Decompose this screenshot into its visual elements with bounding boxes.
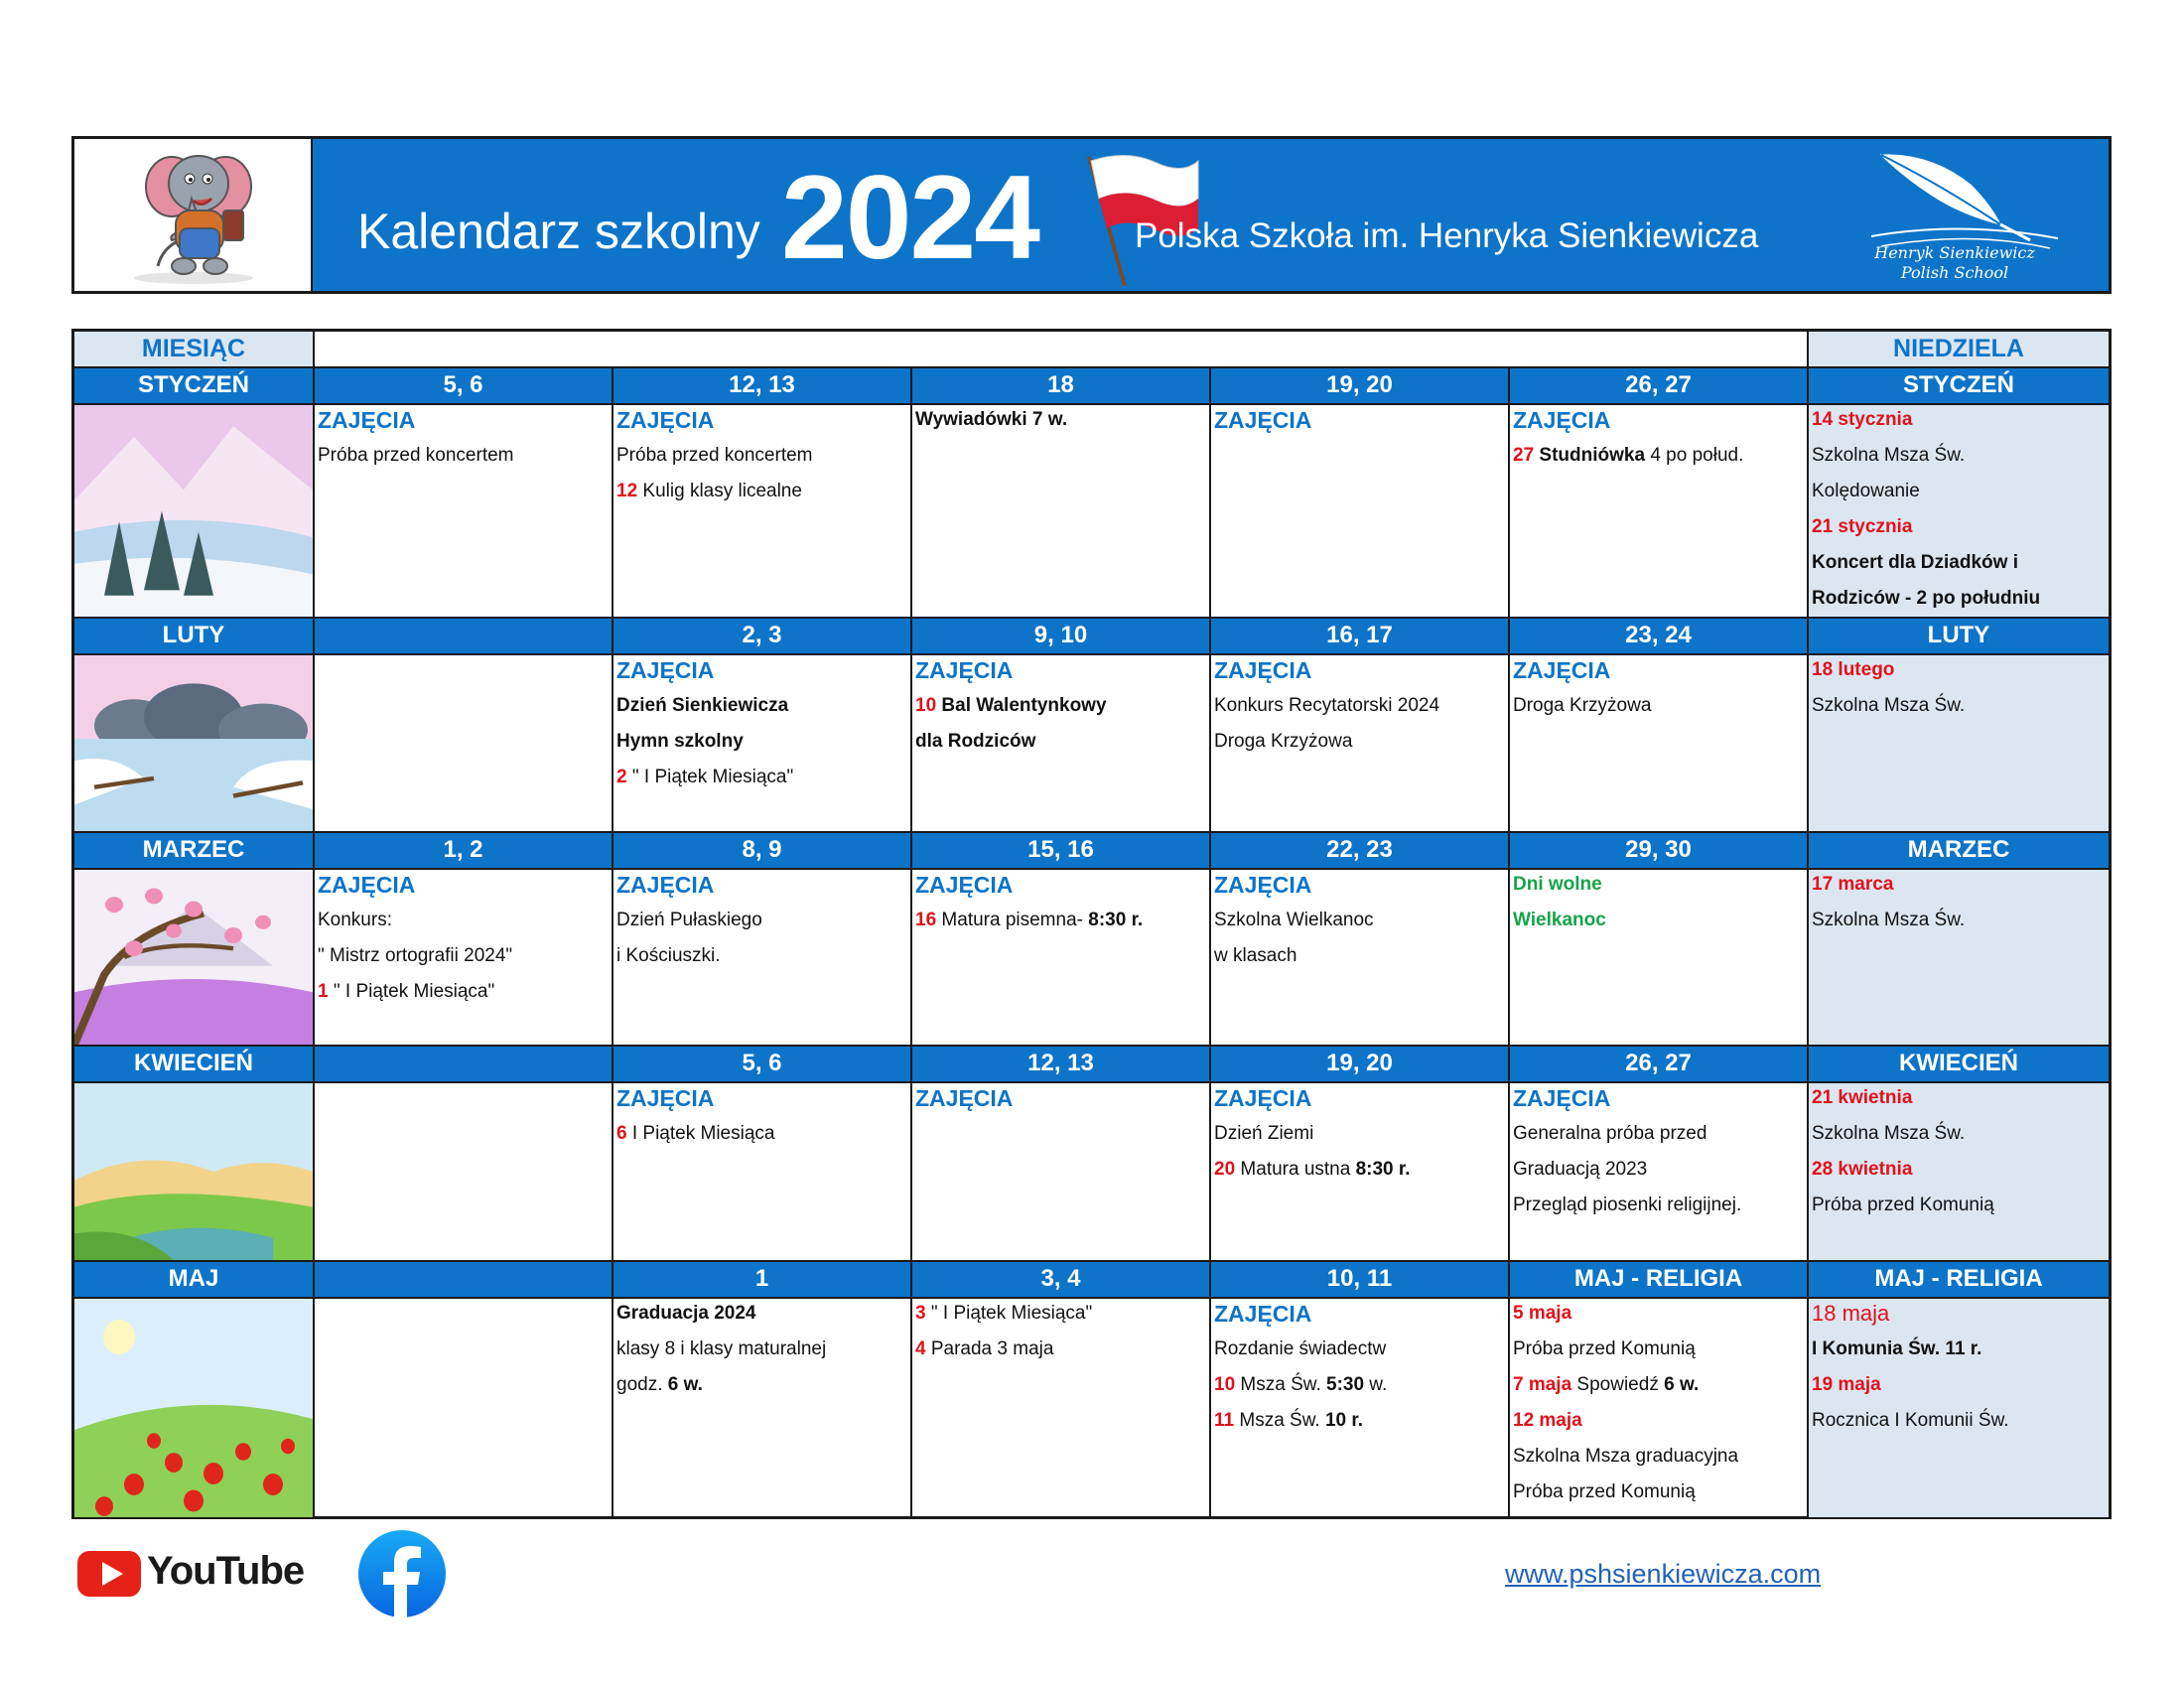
event-text: Próba przed Komunią bbox=[1812, 1195, 1994, 1215]
day-cell bbox=[315, 1083, 614, 1262]
event-time: 10 r. bbox=[1324, 1410, 1363, 1431]
event-text: i Kościuszki. bbox=[616, 945, 721, 966]
elephant-icon bbox=[74, 139, 313, 291]
event-text: Rozdanie świadectw bbox=[1214, 1338, 1387, 1359]
event-entry bbox=[1812, 1122, 2107, 1146]
event-text: Bal Walentynkowy bbox=[936, 695, 1107, 716]
event-entry bbox=[616, 480, 908, 503]
week-dates: 18 bbox=[912, 368, 1211, 405]
event-entry bbox=[1513, 1445, 1805, 1469]
event-entry bbox=[616, 944, 908, 968]
week-dates: 12, 13 bbox=[912, 1047, 1211, 1083]
classes-label bbox=[1214, 658, 1506, 682]
week-dates: 5, 6 bbox=[614, 1047, 912, 1083]
event-entry bbox=[1812, 551, 2107, 575]
event-text: ZAJĘCIA bbox=[318, 872, 416, 898]
month-column-header: MIESIĄC bbox=[74, 332, 315, 368]
sunday-cell bbox=[1809, 1299, 2109, 1519]
week-dates: 3, 4 bbox=[912, 1262, 1211, 1299]
event-entry bbox=[1513, 1373, 1805, 1397]
day-cell bbox=[315, 870, 614, 1047]
classes-label bbox=[915, 1086, 1207, 1110]
event-text: Przegląd piosenki religijnej. bbox=[1513, 1195, 1742, 1215]
week-dates: 10, 11 bbox=[1211, 1262, 1510, 1299]
month-illustration bbox=[74, 1083, 315, 1262]
event-text: Rocznica I Komunii Św. bbox=[1812, 1410, 2009, 1431]
event-text: Studniówka bbox=[1534, 445, 1646, 466]
sunday-month-name: MAJ - RELIGIA bbox=[1809, 1262, 2109, 1299]
week-dates: 19, 20 bbox=[1211, 1047, 1510, 1083]
event-entry bbox=[915, 1302, 1207, 1326]
event-entry bbox=[1513, 444, 1805, 468]
sunday-month-name: STYCZEŃ bbox=[1809, 368, 2109, 405]
day-cell bbox=[912, 405, 1211, 619]
event-entry bbox=[1812, 873, 2107, 897]
event-text: Spowiedź bbox=[1571, 1374, 1665, 1395]
week-dates: 2, 3 bbox=[614, 619, 912, 655]
classes-label bbox=[1214, 1086, 1506, 1110]
classes-label bbox=[915, 873, 1207, 897]
event-entry bbox=[1812, 408, 2107, 432]
event-detail: 4 po połud. bbox=[1645, 445, 1744, 466]
day-cell bbox=[912, 1299, 1211, 1519]
month-illustration bbox=[74, 655, 315, 833]
event-entry bbox=[318, 944, 610, 968]
event-entry bbox=[318, 909, 610, 932]
poppy-field-icon bbox=[74, 1299, 313, 1517]
calendar-year: 2024 bbox=[781, 151, 1038, 284]
month-name: KWIECIEŃ bbox=[74, 1047, 315, 1083]
classes-label bbox=[1214, 1302, 1506, 1326]
event-text: ZAJĘCIA bbox=[1513, 407, 1611, 433]
event-text: Hymn szkolny bbox=[616, 731, 744, 752]
day-cell bbox=[1510, 405, 1809, 619]
event-entry bbox=[1513, 873, 1805, 897]
event-entry bbox=[616, 1337, 908, 1361]
day-cell bbox=[912, 655, 1211, 833]
month-name: STYCZEŃ bbox=[74, 368, 315, 405]
month-name: LUTY bbox=[74, 619, 315, 655]
day-cell bbox=[315, 405, 614, 619]
event-date: 10 bbox=[1214, 1374, 1236, 1395]
event-entry bbox=[1214, 730, 1506, 754]
classes-label bbox=[1513, 658, 1805, 682]
event-text: " I Piątek Miesiąca" bbox=[626, 767, 794, 787]
event-text: Msza Św. bbox=[1234, 1410, 1325, 1431]
classes-label bbox=[1214, 408, 1506, 432]
week-dates bbox=[315, 1262, 614, 1299]
event-entry bbox=[915, 408, 1207, 432]
event-entry bbox=[1812, 1086, 2107, 1110]
event-date: 11 bbox=[1214, 1410, 1235, 1431]
day-cell bbox=[1211, 870, 1510, 1047]
day-cell bbox=[1510, 655, 1809, 833]
day-cell bbox=[614, 1299, 912, 1519]
day-cell bbox=[1211, 1299, 1510, 1519]
event-text: ZAJĘCIA bbox=[1214, 872, 1312, 898]
event-text: Msza Św. bbox=[1235, 1374, 1326, 1395]
event-text: Próba przed Komunią bbox=[1513, 1338, 1696, 1359]
classes-label bbox=[1513, 1086, 1805, 1110]
event-text: Kolędowanie bbox=[1812, 481, 1920, 501]
school-logo-text: Henryk Sienkiewicz bbox=[1874, 243, 2035, 262]
event-entry bbox=[616, 730, 908, 754]
event-date: 1 bbox=[318, 981, 329, 1002]
event-text: Szkolna Msza Św. bbox=[1812, 1123, 1966, 1144]
week-dates: MAJ - RELIGIA bbox=[1510, 1262, 1809, 1299]
facebook-icon[interactable] bbox=[357, 1529, 447, 1618]
event-text: ZAJĘCIA bbox=[616, 407, 715, 433]
event-entry bbox=[1812, 909, 2107, 932]
event-text: ZAJĘCIA bbox=[1214, 407, 1312, 433]
event-text: Konkurs Recytatorski 2024 bbox=[1214, 695, 1440, 716]
event-entry bbox=[616, 909, 908, 932]
event-text: Wielkanoc bbox=[1513, 910, 1606, 930]
month-illustration bbox=[74, 405, 315, 619]
event-entry bbox=[1812, 1337, 2107, 1361]
day-cell bbox=[614, 870, 912, 1047]
event-entry bbox=[1214, 1409, 1506, 1433]
event-suffix: w. bbox=[1364, 1374, 1388, 1395]
event-entry bbox=[1812, 658, 2107, 682]
event-date: 3 bbox=[915, 1303, 926, 1324]
day-cell bbox=[614, 405, 912, 619]
event-text: ZAJĘCIA bbox=[318, 407, 416, 433]
week-dates: 16, 17 bbox=[1211, 619, 1510, 655]
event-time: 5:30 bbox=[1326, 1374, 1365, 1395]
event-entry bbox=[1214, 694, 1506, 718]
month-name: MAJ bbox=[74, 1262, 315, 1299]
event-date: 20 bbox=[1214, 1159, 1236, 1180]
event-entry bbox=[1812, 1373, 2107, 1397]
week-dates: 19, 20 bbox=[1211, 368, 1510, 405]
event-entry bbox=[1812, 1302, 2107, 1326]
youtube-link[interactable]: YouTube bbox=[147, 1549, 305, 1593]
day-cell bbox=[1211, 405, 1510, 619]
calendar-title: Kalendarz szkolny bbox=[357, 204, 760, 259]
classes-label bbox=[616, 408, 908, 432]
event-text: 5 maja bbox=[1513, 1303, 1572, 1324]
event-text: 17 marca bbox=[1812, 874, 1894, 895]
event-text: ZAJĘCIA bbox=[915, 872, 1014, 898]
event-text: ZAJĘCIA bbox=[915, 657, 1014, 683]
event-text: " I Piątek Miesiąca" bbox=[328, 981, 495, 1002]
week-dates: 26, 27 bbox=[1510, 1047, 1809, 1083]
event-date: 16 bbox=[915, 910, 937, 930]
event-text: " I Piątek Miesiąca" bbox=[925, 1303, 1093, 1324]
event-text: 21 stycznia bbox=[1812, 516, 1913, 537]
sunday-cell bbox=[1809, 1083, 2109, 1262]
event-entry bbox=[1812, 1194, 2107, 1217]
event-text: Droga Krzyżowa bbox=[1214, 731, 1353, 752]
event-text: Graduacją 2023 bbox=[1513, 1159, 1648, 1180]
event-text: 12 maja bbox=[1513, 1410, 1582, 1431]
event-entry bbox=[915, 730, 1207, 754]
event-entry bbox=[1513, 1480, 1805, 1504]
day-cell bbox=[1211, 1083, 1510, 1262]
classes-label bbox=[1513, 408, 1805, 432]
header-spacer bbox=[315, 332, 1809, 368]
event-entry bbox=[1812, 694, 2107, 718]
frozen-river-icon bbox=[74, 655, 313, 831]
winter-landscape-icon bbox=[74, 405, 313, 617]
week-dates: 26, 27 bbox=[1510, 368, 1809, 405]
event-text: ZAJĘCIA bbox=[1513, 1085, 1611, 1111]
event-text: 19 maja bbox=[1812, 1374, 1881, 1395]
event-text: ZAJĘCIA bbox=[1513, 657, 1611, 683]
event-text: w klasach bbox=[1214, 945, 1297, 966]
classes-label bbox=[318, 873, 610, 897]
event-text: Rodziców - 2 po południu bbox=[1812, 588, 2041, 609]
event-text: Szkolna Wielkanoc bbox=[1214, 910, 1374, 930]
event-text: Szkolna Msza Św. bbox=[1812, 695, 1966, 716]
event-entry bbox=[1214, 1122, 1506, 1146]
event-text: Dni wolne bbox=[1513, 874, 1602, 895]
event-text: godz. bbox=[616, 1374, 668, 1395]
day-cell bbox=[614, 655, 912, 833]
event-entry bbox=[915, 694, 1207, 718]
calendar-header bbox=[71, 136, 2112, 294]
week-dates: 1, 2 bbox=[315, 833, 614, 870]
event-text: Dzień Ziemi bbox=[1214, 1123, 1314, 1144]
school-name: Polska Szkoła im. Henryka Sienkiewicza bbox=[1135, 216, 1759, 255]
event-text: Szkolna Msza Św. bbox=[1812, 910, 1966, 930]
sunday-month-name: KWIECIEŃ bbox=[1809, 1047, 2109, 1083]
event-text: I Piątek Miesiąca bbox=[626, 1123, 775, 1144]
event-entry bbox=[1812, 587, 2107, 611]
event-entry bbox=[1513, 909, 1805, 932]
event-text: Próba przed koncertem bbox=[616, 445, 813, 466]
week-dates: 1 bbox=[614, 1262, 912, 1299]
event-text: Koncert dla Dziadków i bbox=[1812, 552, 2018, 573]
week-dates: 29, 30 bbox=[1510, 833, 1809, 870]
event-entry bbox=[1513, 1409, 1805, 1433]
day-cell bbox=[912, 870, 1211, 1047]
event-date: 27 bbox=[1513, 445, 1535, 466]
event-text: " Mistrz ortografii 2024" bbox=[318, 945, 513, 966]
website-link[interactable]: www.pshsienkiewicza.com bbox=[1505, 1559, 1822, 1589]
event-text: ZAJĘCIA bbox=[1214, 657, 1312, 683]
classes-label bbox=[616, 873, 908, 897]
day-cell bbox=[315, 1299, 614, 1519]
sunday-cell bbox=[1809, 405, 2109, 619]
event-text: 14 stycznia bbox=[1812, 409, 1913, 430]
month-illustration bbox=[74, 1299, 315, 1519]
event-text: Wywiadówki 7 w. bbox=[915, 409, 1068, 430]
event-entry bbox=[616, 1302, 908, 1326]
event-date: 4 bbox=[915, 1338, 926, 1359]
event-text: Kulig klasy licealne bbox=[637, 481, 802, 501]
event-text: dla Rodziców bbox=[915, 731, 1036, 752]
event-text: Szkolna Msza Św. bbox=[1812, 445, 1966, 466]
event-entry bbox=[616, 1122, 908, 1146]
sunday-month-name: MARZEC bbox=[1809, 833, 2109, 870]
event-entry bbox=[318, 444, 610, 468]
event-text: ZAJĘCIA bbox=[616, 657, 715, 683]
event-entry bbox=[616, 444, 908, 468]
event-text: 28 kwietnia bbox=[1812, 1159, 1913, 1180]
week-dates: 22, 23 bbox=[1211, 833, 1510, 870]
event-text: ZAJĘCIA bbox=[1214, 1301, 1312, 1327]
event-entry bbox=[1214, 1373, 1506, 1397]
event-time: 8:30 r. bbox=[1088, 910, 1144, 930]
event-text: Dzień Sienkiewicza bbox=[616, 695, 789, 716]
event-date: 7 maja bbox=[1513, 1374, 1572, 1395]
event-entry bbox=[1812, 480, 2107, 503]
week-dates: 12, 13 bbox=[614, 368, 912, 405]
event-text: klasy 8 i klasy maturalnej bbox=[616, 1338, 827, 1359]
event-entry bbox=[616, 1373, 908, 1397]
event-text: Matura pisemna- bbox=[936, 910, 1089, 930]
event-text: ZAJĘCIA bbox=[616, 872, 715, 898]
event-entry bbox=[1812, 1158, 2107, 1182]
day-cell bbox=[614, 1083, 912, 1262]
week-dates: 9, 10 bbox=[912, 619, 1211, 655]
blossom-tree-icon bbox=[74, 870, 313, 1045]
day-cell bbox=[1510, 1083, 1809, 1262]
week-dates: 5, 6 bbox=[315, 368, 614, 405]
event-entry bbox=[1214, 944, 1506, 968]
classes-label bbox=[915, 658, 1207, 682]
classes-label bbox=[616, 1086, 908, 1110]
event-entry bbox=[915, 1337, 1207, 1361]
event-entry bbox=[616, 766, 908, 789]
event-text: I Komunia Św. 11 r. bbox=[1812, 1338, 1982, 1359]
event-time: 8:30 r. bbox=[1355, 1159, 1411, 1180]
week-dates: 23, 24 bbox=[1510, 619, 1809, 655]
event-text: Konkurs: bbox=[318, 910, 392, 930]
school-logo-subtext: Polish School bbox=[1900, 263, 2009, 282]
week-dates bbox=[315, 1047, 614, 1083]
event-entry bbox=[1513, 1302, 1805, 1326]
event-date: 12 bbox=[616, 481, 638, 501]
classes-label bbox=[1214, 873, 1506, 897]
event-text: Dzień Pułaskiego bbox=[616, 910, 762, 930]
event-text: ZAJĘCIA bbox=[915, 1085, 1014, 1111]
classes-label bbox=[318, 408, 610, 432]
event-time: 6 w. bbox=[1664, 1374, 1700, 1395]
event-entry bbox=[1513, 1194, 1805, 1217]
day-cell bbox=[1510, 1299, 1809, 1519]
event-entry bbox=[1812, 444, 2107, 468]
event-entry bbox=[1214, 909, 1506, 932]
event-text: 18 maja bbox=[1812, 1301, 1890, 1326]
calendar-grid bbox=[71, 329, 2112, 1519]
event-text: 18 lutego bbox=[1812, 659, 1895, 680]
event-entry bbox=[1812, 515, 2107, 539]
event-text: Próba przed Komunią bbox=[1513, 1481, 1696, 1502]
day-cell bbox=[315, 655, 614, 833]
event-entry bbox=[1214, 1337, 1506, 1361]
sunday-cell bbox=[1809, 655, 2109, 833]
event-text: Droga Krzyżowa bbox=[1513, 695, 1652, 716]
event-text: Matura ustna bbox=[1235, 1159, 1356, 1180]
spring-hills-icon bbox=[74, 1083, 313, 1260]
event-date: 6 bbox=[616, 1123, 627, 1144]
week-dates: 8, 9 bbox=[614, 833, 912, 870]
day-cell bbox=[1211, 655, 1510, 833]
event-text: Generalna próba przed bbox=[1513, 1123, 1707, 1144]
event-entry bbox=[1812, 1409, 2107, 1433]
month-name: MARZEC bbox=[74, 833, 315, 870]
event-entry bbox=[915, 909, 1207, 932]
event-entry bbox=[1214, 1158, 1506, 1182]
classes-label bbox=[616, 658, 908, 682]
sunday-cell bbox=[1809, 870, 2109, 1047]
day-cell bbox=[912, 1083, 1211, 1262]
event-text: ZAJĘCIA bbox=[1214, 1085, 1312, 1111]
event-text: ZAJĘCIA bbox=[616, 1085, 715, 1111]
event-time: 6 w. bbox=[667, 1374, 703, 1395]
week-dates: 15, 16 bbox=[912, 833, 1211, 870]
event-entry bbox=[1513, 694, 1805, 718]
event-text: Graduacja 2024 bbox=[616, 1303, 756, 1324]
month-illustration bbox=[74, 870, 315, 1047]
event-date: 10 bbox=[915, 695, 937, 716]
event-text: Próba przed koncertem bbox=[318, 445, 514, 466]
day-cell bbox=[1510, 870, 1809, 1047]
sunday-column-header: NIEDZIELA bbox=[1809, 332, 2109, 368]
event-date: 2 bbox=[616, 767, 627, 787]
event-entry bbox=[318, 980, 610, 1004]
event-text: Szkolna Msza graduacyjna bbox=[1513, 1446, 1739, 1467]
event-entry bbox=[1513, 1158, 1805, 1182]
week-dates bbox=[315, 619, 614, 655]
elephant-mascot-logo bbox=[74, 139, 313, 291]
event-entry bbox=[1513, 1337, 1805, 1361]
sunday-month-name: LUTY bbox=[1809, 619, 2109, 655]
event-entry bbox=[1513, 1122, 1805, 1146]
event-text: Parada 3 maja bbox=[925, 1338, 1054, 1359]
event-entry bbox=[616, 694, 908, 718]
event-text: 21 kwietnia bbox=[1812, 1087, 1913, 1108]
